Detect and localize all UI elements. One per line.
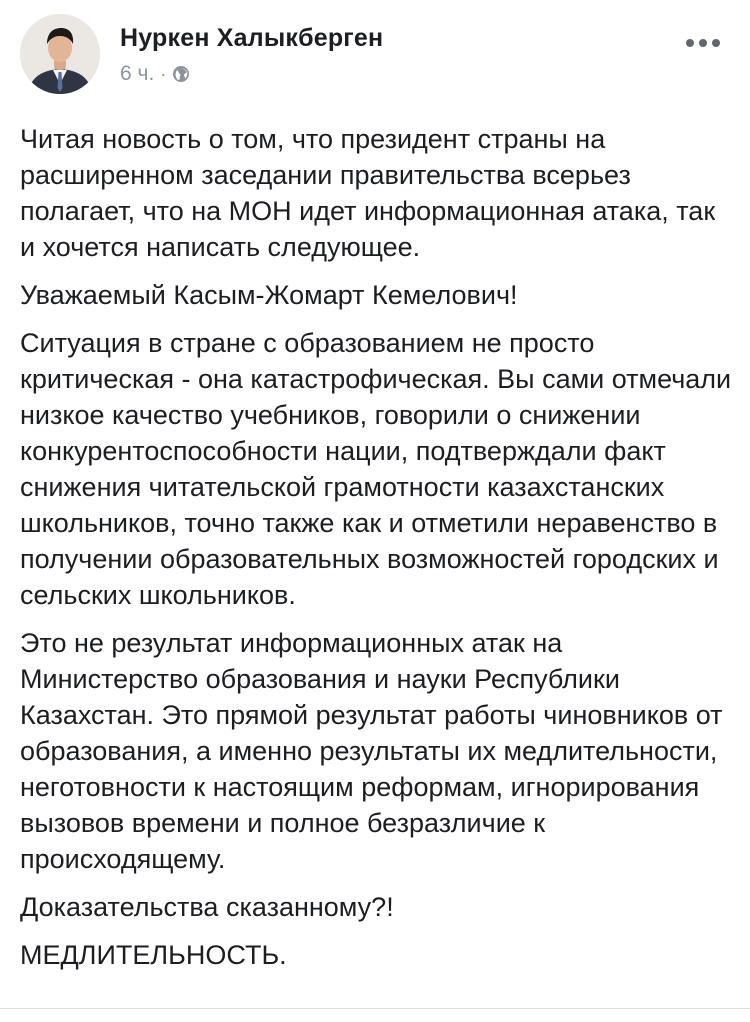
post-meta: [120, 62, 190, 86]
globe-icon: [172, 65, 190, 83]
post-divider: [0, 1008, 750, 1009]
post-paragraph: Читая новость о том, что президент страны на расширенном заседании правительства всерьез полагает, что на МОН идет информационная атака, так и хочется написать следующее.: [20, 124, 716, 262]
post-paragraph: Это не результат информационных атак на Министерство образования и науки Республики Казахстан. Это прямой результат работы чиновников от образования, а именно результаты их медлительности, неготовности к настоящим реформам, игнорирования вызовов времени и полное безразличие к происходящему.: [20, 628, 723, 874]
post-header: [20, 14, 730, 94]
post-paragraph: Ситуация в стране с образованием не просто критическая - она катастрофическая. Вы сами отмечали низкое качество учебников, говорили о снижении конкурентоспособности нации, подтверждали факт снижения читательской грамотности казахстанских школьников, точно также как и отметили неравенство в получении образовательных возможностей городских и сельских школьников.: [20, 328, 732, 610]
post-timestamp[interactable]: 6 ч.: [120, 62, 155, 85]
post-paragraph: Уважаемый Касым-Жомарт Кемелович!: [20, 280, 518, 310]
post-body: [20, 121, 732, 985]
meta-separator: ·: [160, 63, 167, 84]
post-paragraph: МЕДЛИТЕЛЬНОСТЬ.: [20, 940, 287, 970]
author-avatar[interactable]: [20, 14, 100, 94]
author-name[interactable]: Нуркен Халыкберген: [120, 24, 384, 52]
post-paragraph: Доказательства сказанному?!: [20, 892, 394, 922]
more-horizontal-icon[interactable]: [686, 36, 724, 50]
